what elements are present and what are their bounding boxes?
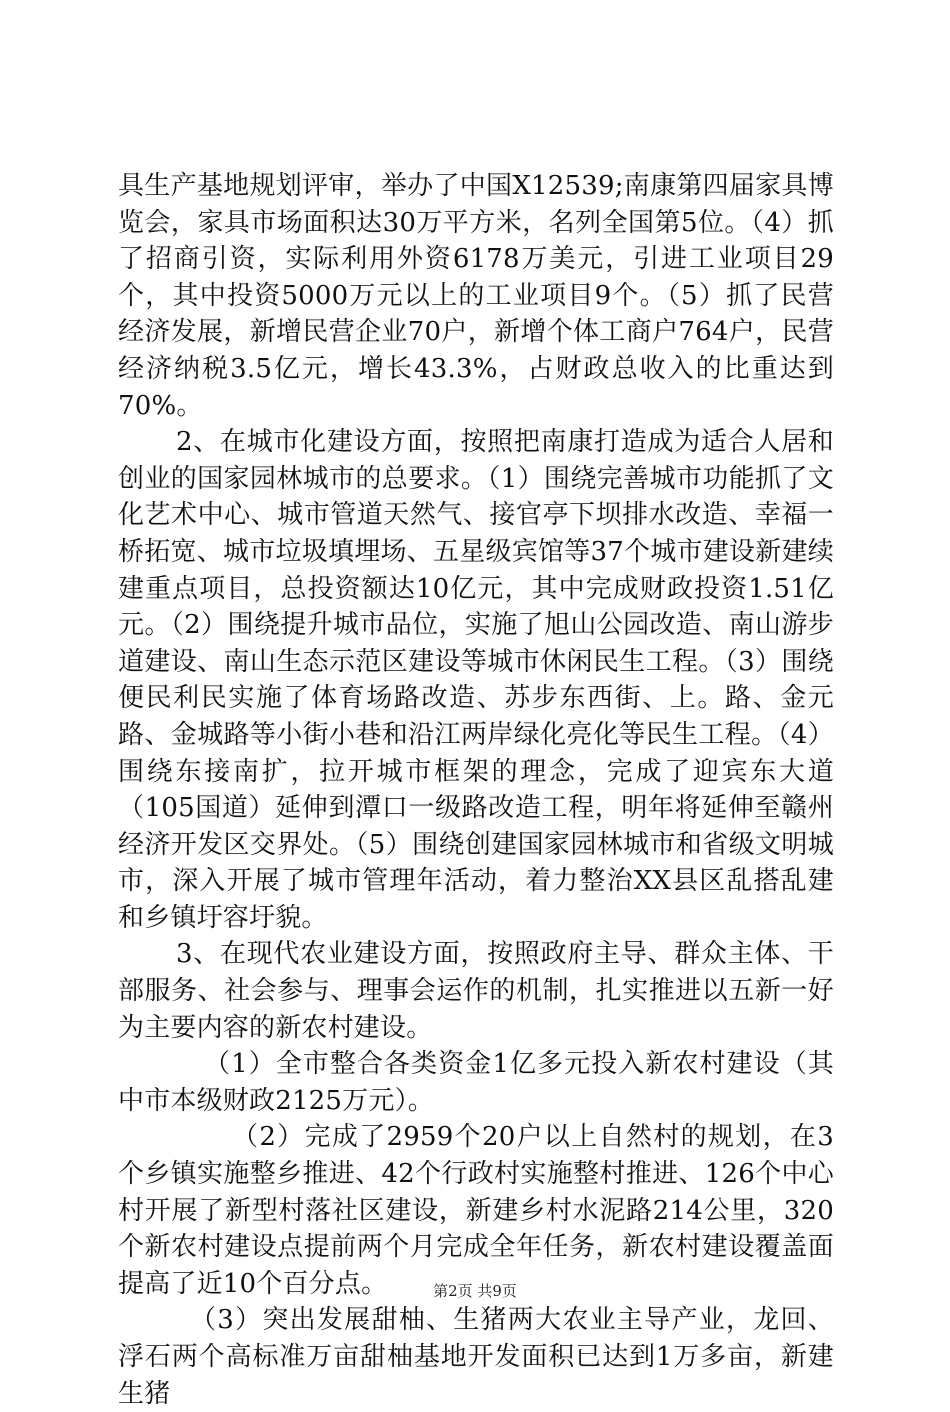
paragraph-industry-continued: 具生产基地规划评审，举办了中国X12539;南康第四届家具博览会，家具市场面积达30万平方米，名列全国第5位。（4）抓了招商引资，实际利用外资6178万美元，引进工业项目29个，其中投资5000万元以上的工业项目9个。（5）抓了民营经济发展，新增民营企业70户，新增个体工商户764户，民营经济纳税3.5亿元，增长43.3%，占财政总收入的比重达到70%。 — [118, 171, 834, 421]
page-number-label: 第2页 共9页 — [433, 1282, 517, 1300]
page-footer — [0, 1281, 950, 1301]
paragraph-urbanization: 2、在城市化建设方面，按照把南康打造成为适合人居和创业的国家园林城市的总要求。（1）围绕完善城市功能抓了文化艺术中心、城市管道天然气、接官亭下坝排水改造、幸福一桥拓宽、城市垃圾填埋场、五星级宾馆等37个城市建设新建续建重点项目，总投资额达10亿元，其中完成财政投资1.51亿元。（2）围绕提升城市品位，实施了旭山公园改造、南山游步道建设、南山生态示范区建设等城市休闲民生工程。（3）围绕便民利民实施了体育场路改造、苏步东西街、上。路、金元路、金城路等小街小巷和沿江两岸绿化亮化等民生工程。（4）围绕东接南扩，拉开城市框架的理念，完成了迎宾东大道（105国道）延伸到潭口一级路改造工程，明年将延伸至赣州经济开发区交界处。（5）围绕创建国家园林城市和省级文明城市，深入开展了城市管理年活动，着力整治XX县区乱搭乱建和乡镇圩容圩貌。 — [118, 427, 834, 933]
paragraph-agriculture: 3、在现代农业建设方面，按照政府主导、群众主体、干部服务、社会参与、理事会运作的机制，扎实推进以五新一好为主要内容的新农村建设。 — [118, 939, 834, 1043]
paragraph-agriculture-item-2: （2）完成了2959个20户以上自然村的规划，在3个乡镇实施整乡推进、42个行政村实施整村推进、126个中心村开展了新型村落社区建设，新建乡村水泥路214公里，320个新农村建设点提前两个月完成全年任务，新农村建设覆盖面提高了近10个百分点。 — [118, 1122, 834, 1299]
paragraph-agriculture-item-1: （1）全市整合各类资金1亿多元投入新农村建设（其中市本级财政2125万元）。 — [118, 1049, 834, 1116]
document-body — [118, 168, 834, 1412]
paragraph-agriculture-item-3: （3）突出发展甜柚、生猪两大农业主导产业，龙回、浮石两个高标准万亩甜柚基地开发面积已达到1万多亩，新建生猪 — [118, 1305, 834, 1409]
